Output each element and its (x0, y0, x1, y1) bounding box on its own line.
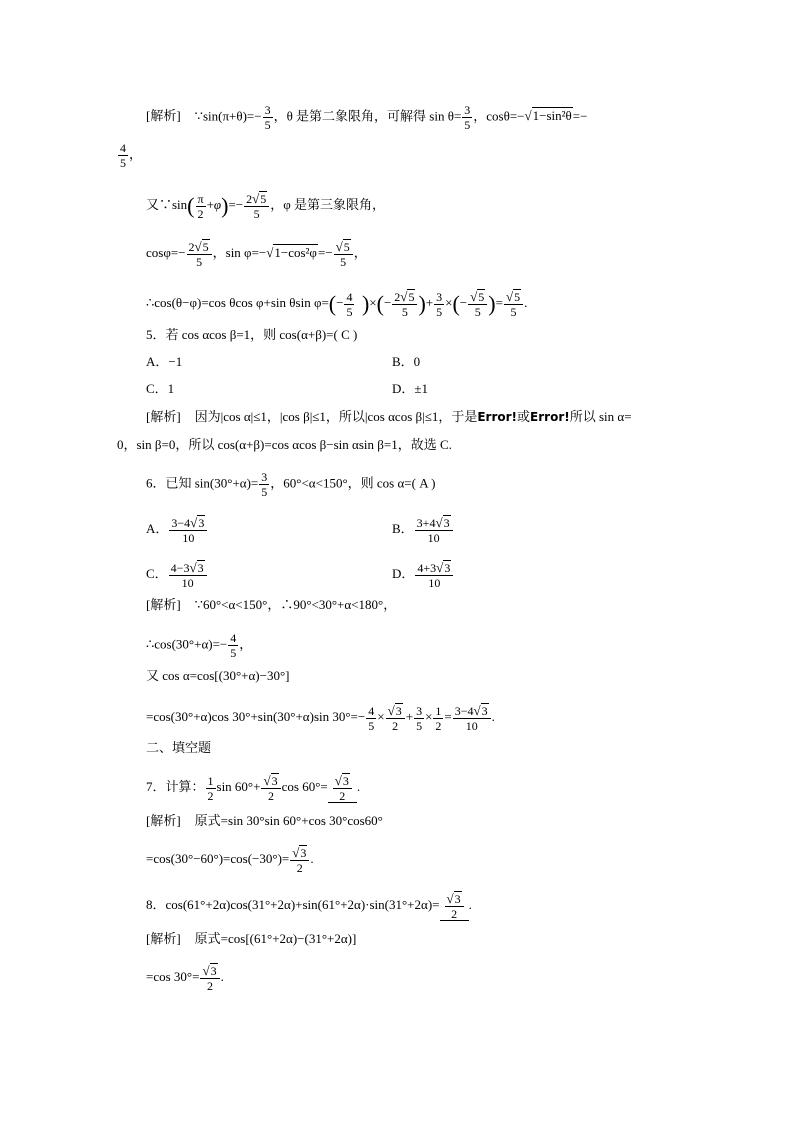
analysis-label: [解析] (146, 108, 181, 124)
q6-option-a: A． $\frac{3-4√3}{10}$ (146, 516, 208, 544)
answer-blank: $\frac{√3}{2}$ (328, 774, 357, 803)
fraction: $\frac{\pi}{2}$ (197, 191, 204, 221)
answer-blank: $\frac{√3}{2}$ (440, 892, 469, 921)
fraction: $\frac{3}{5}$ (464, 103, 471, 132)
error-text: Error! (477, 410, 518, 424)
error-text: Error! (530, 410, 570, 424)
q4-analysis-line-5: ∴cos(θ−φ)=cos θcos φ+sin θsin φ=(− $\frac{4}{5}$ )×(− $\frac{2√5}{5}$ )+ $\frac{3}{5}$ ×(− $\frac{√5}{5}$ )= $\frac{√5}{5}$ . (146, 289, 528, 319)
fraction: $\frac{4}{5}$ (120, 141, 126, 170)
q5-analysis-line-2: 0，sin β=0，所以 cos(α+β)=cos αcos β−sin αsin β=1，故选 C. (117, 437, 452, 452)
q7-stem: 7．计算： $\frac{1}{2}$ sin 60°+ $\frac{√3}{2}$ cos 60°= $\frac{√3}{2}$ . (146, 773, 361, 803)
q5-option-c: C．1 (146, 381, 175, 396)
q5-option-d: D．±1 (392, 381, 429, 396)
q5-stem: 5．若 cos αcos β=1，则 cos(α+β)=( C ) (146, 327, 358, 342)
q4-analysis-line-1: [解析] ∵sin(π+θ)=− $\frac{3}{5}$ ，θ 是第二象限角，可解得 sin θ= $\frac{3}{5}$ ，cosθ=−√1−sin²θ=− (146, 103, 588, 132)
fraction: $\frac{3}{5}$ (264, 103, 271, 132)
q6-option-d: D． $\frac{4+3√3}{10}$ (392, 561, 454, 589)
sqrt: √1−cos²φ (266, 244, 317, 260)
sqrt: √1−sin²θ (524, 108, 572, 124)
fraction: $\frac{√5}{5}$ (334, 240, 353, 268)
q8-stem: 8．cos(61°+2α)cos(31°+2α)+sin(61°+2α)·sin(31°+2α)= $\frac{√3}{2}$ . (146, 891, 472, 921)
q5-analysis-line-1: [解析] 因为|cos α|≤1，|cos β|≤1，所以|cos αcos β|≤1，于是Error!或Error!所以 sin α= (146, 409, 632, 424)
q7-analysis-line-2: =cos(30°−60°)=cos(−30°)= $\frac{√3}{2}$ . (146, 845, 314, 875)
q6-analysis-line-2: ∴cos(30°+α)=− $\frac{4}{5}$ ， (146, 631, 253, 660)
q5-option-b: B．0 (392, 354, 421, 369)
q4-analysis-line-3: 又∵sin( $\frac{\pi}{2}$ +φ)=− $\frac{2√5}{5}$ ，φ 是第三象限角， (146, 191, 386, 221)
q6-option-b: B． $\frac{3+4√3}{10}$ (392, 516, 454, 544)
q6-analysis-line-1: [解析] ∵60°<α<150°，∴90°<30°+α<180°， (146, 597, 397, 612)
q6-option-c: C． $\frac{4-3√3}{10}$ (146, 561, 208, 589)
q6-analysis-line-3: 又 cos α=cos[(30°+α)−30°] (146, 668, 290, 683)
section-heading: 二、填空题 (146, 740, 212, 755)
fraction: $\frac{2√5}{5}$ (187, 240, 212, 268)
q4-analysis-line-2: $\frac{4}{5}$ ， (120, 141, 143, 170)
q5-option-a: A．−1 (146, 354, 183, 369)
q8-analysis-line-1: [解析] 原式=cos[(61°+2α)−(31°+2α)] (146, 931, 357, 946)
q7-analysis-line-1: [解析] 原式=sin 30°sin 60°+cos 30°cos60° (146, 813, 383, 828)
q6-stem: 6．已知 sin(30°+α)= $\frac{3}{5}$ ，60°<α<150°，则 cos α=( A ) (146, 470, 436, 499)
q8-analysis-line-2: =cos 30°= $\frac{√3}{2}$ . (146, 963, 224, 993)
q6-analysis-line-4: =cos(30°+α)cos 30°+sin(30°+α)sin 30°=− $\frac{4}{5}$ × $\frac{√3}{2}$ + $\frac{3}{5}$ × $\frac{1}{2}$ = $\frac{3-4√3}{10}$ . (146, 703, 495, 733)
q4-analysis-line-4: cosφ=− $\frac{2√5}{5}$ ，sin φ=−√1−cos²φ=− $\frac{√5}{5}$ ， (146, 239, 367, 269)
fraction: $\frac{2√5}{5}$ (244, 192, 269, 220)
